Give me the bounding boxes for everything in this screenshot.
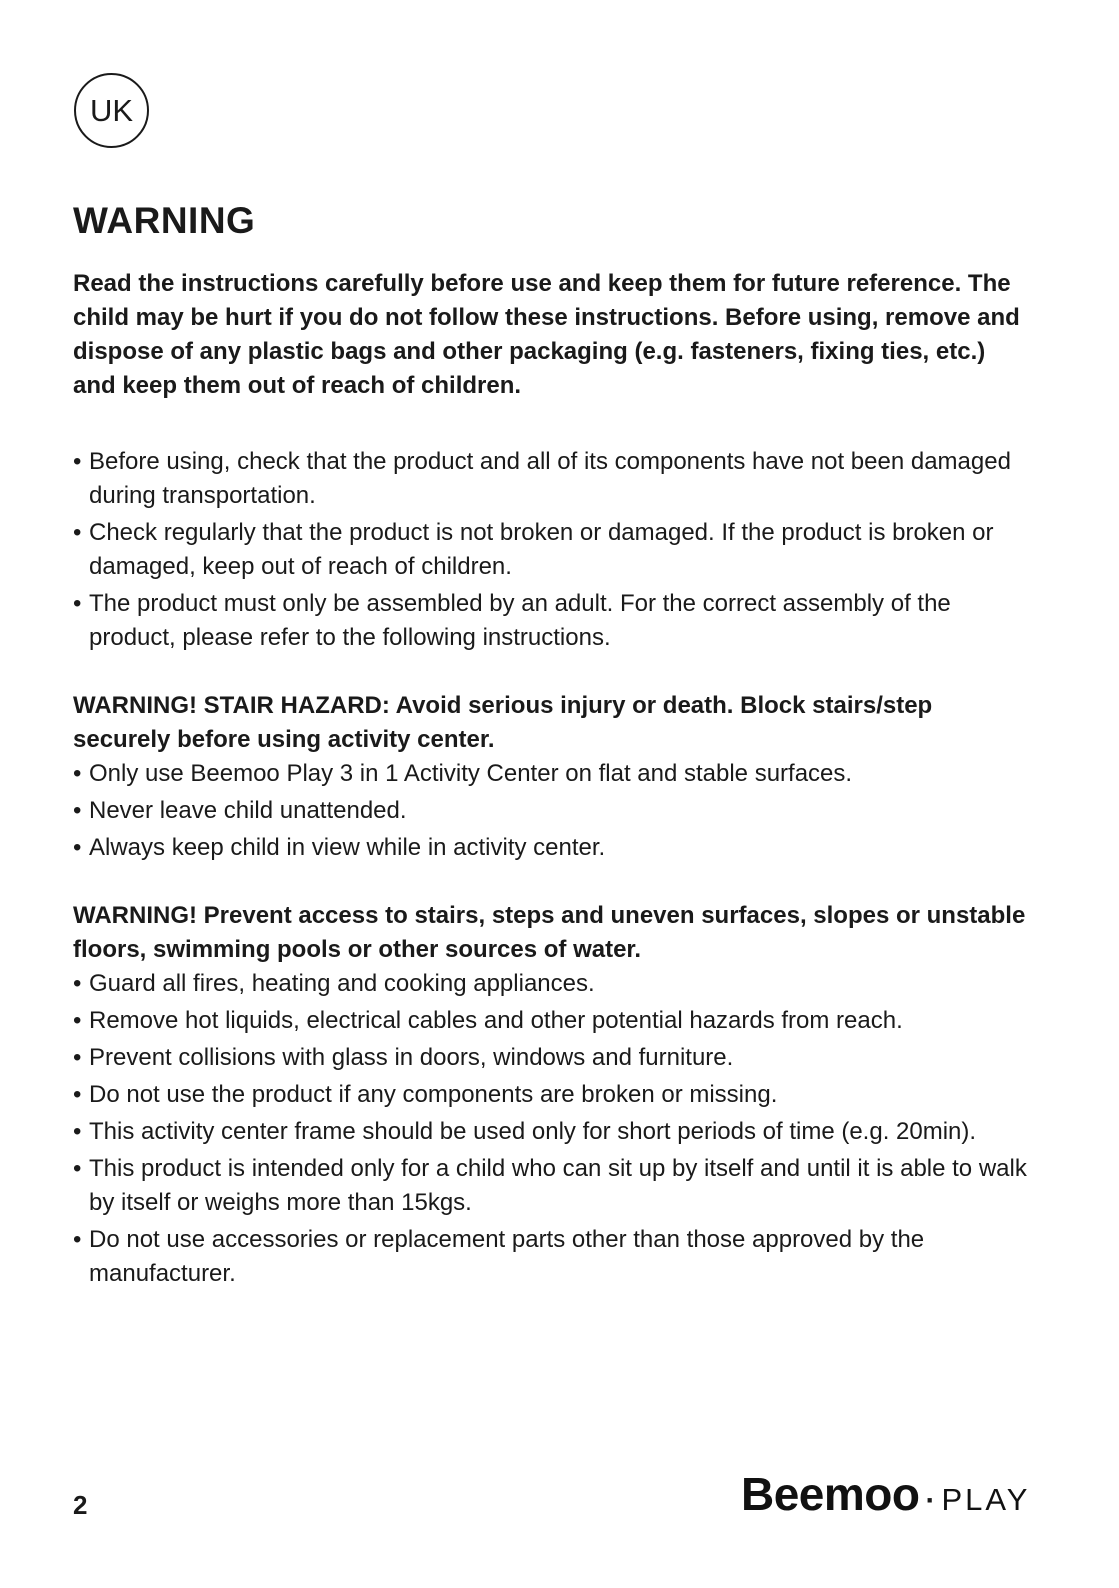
access-hazard-heading: WARNING! Prevent access to stairs, steps and uneven surfaces, slopes or unstable floors, swimming pools or other sources of water. (73, 902, 1026, 963)
list-item: • The product must only be assembled by an adult. For the correct assembly of the product, please refer to the following instructions. (73, 587, 1033, 655)
list-item: • Remove hot liquids, electrical cables and other potential hazards from reach. (73, 1004, 1033, 1038)
list-item: • Before using, check that the product and all of its components have not been damaged during transportation. (73, 445, 1033, 513)
list-item: • Prevent collisions with glass in doors, windows and furniture. (73, 1041, 1033, 1075)
list-item: • Never leave child unattended. (73, 794, 1033, 828)
list-item: • Only use Beemoo Play 3 in 1 Activity Center on flat and stable surfaces. (73, 757, 1033, 791)
stair-hazard-warning (73, 689, 1033, 865)
list-item: • Check regularly that the product is not broken or damaged. If the product is broken or damaged, keep out of reach of children. (73, 516, 1033, 584)
logo-separator: · (925, 1484, 936, 1517)
access-hazard-warning (73, 899, 1033, 1291)
list-item: • Do not use accessories or replacement parts other than those approved by the manufacturer. (73, 1223, 1033, 1291)
list-item: • Guard all fires, heating and cooking appliances. (73, 967, 1033, 1001)
stair-hazard-heading: WARNING! STAIR HAZARD: Avoid serious injury or death. Block stairs/step securely before using activity center. (73, 692, 933, 753)
list-item: • This product is intended only for a child who can sit up by itself and until it is able to walk by itself or weighs more than 15kgs. (73, 1152, 1033, 1220)
logo-subbrand: PLAY (941, 1482, 1031, 1517)
country-badge-uk (74, 73, 149, 148)
page-number: 2 (73, 1490, 88, 1520)
logo-wordmark: Beemoo (741, 1468, 920, 1520)
brand-logo (741, 1467, 1030, 1521)
document-body (73, 267, 1033, 1294)
intro-paragraph: Read the instructions carefully before use and keep them for future reference. The child may be hurt if you do not follow these instructions. Before using, remove and dispose of any plastic bags and other packaging (e.g. fasteners, fixing ties, etc.) and keep them out of reach of children. (73, 270, 1020, 399)
page-title: WARNING (73, 200, 256, 241)
list-item: • This activity center frame should be used only for short periods of time (e.g. 20min). (73, 1115, 1033, 1149)
list-item: • Do not use the product if any components are broken or missing. (73, 1078, 1033, 1112)
general-precautions-list (73, 445, 1033, 655)
access-hazard-list (73, 967, 1033, 1291)
stair-hazard-list (73, 757, 1033, 865)
list-item: • Always keep child in view while in activity center. (73, 831, 1033, 865)
country-code: UK (89, 92, 134, 128)
